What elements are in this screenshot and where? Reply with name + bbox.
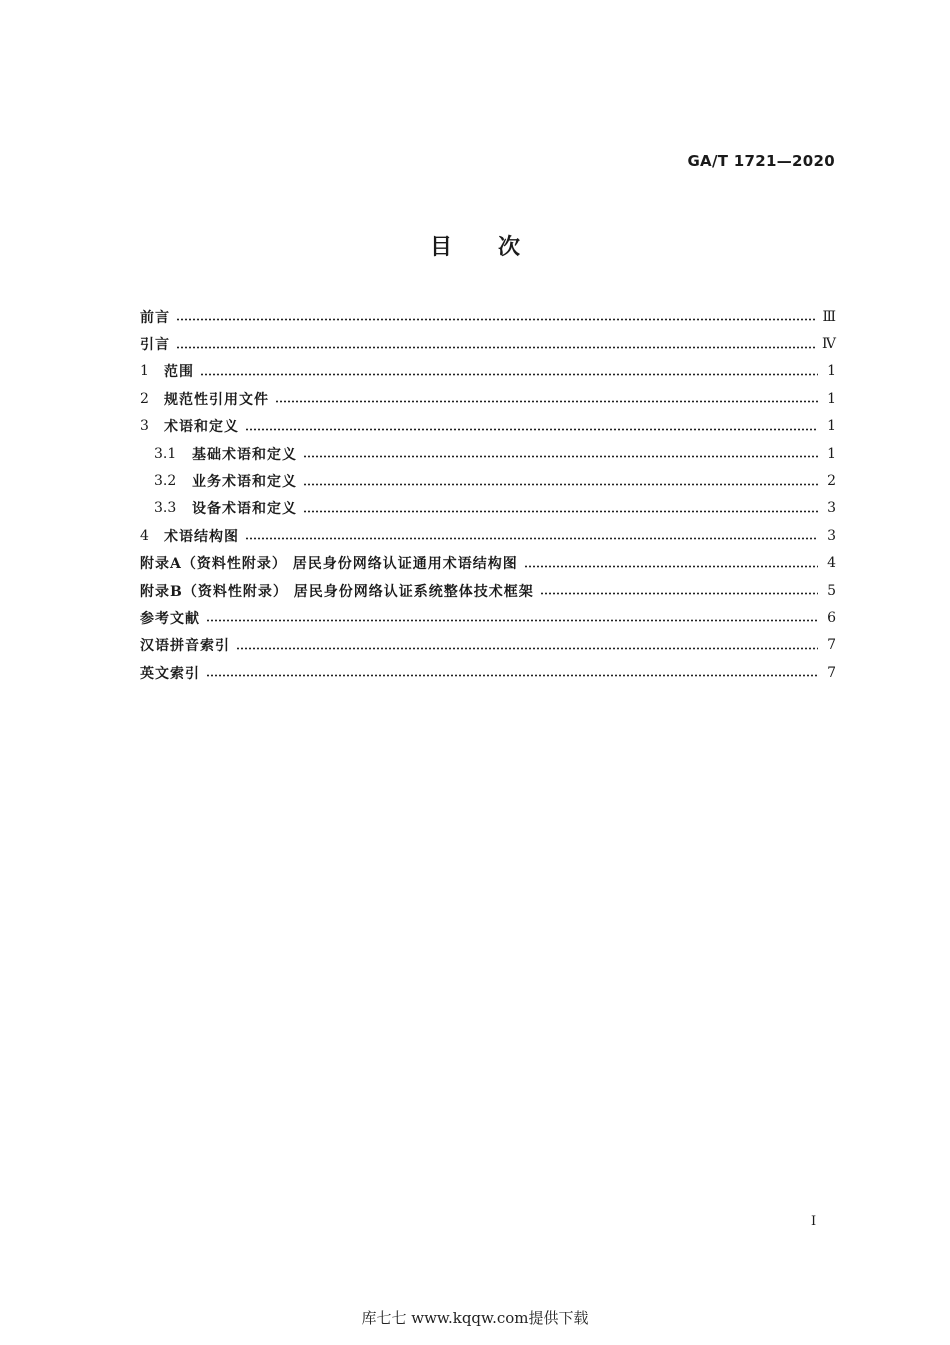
- toc-dot-leader: [540, 592, 818, 595]
- toc-dot-leader: [245, 428, 818, 431]
- toc-entry-device-terms[interactable]: [140, 495, 836, 522]
- toc-entry-page: 7: [827, 664, 836, 681]
- toc-entry-label: 汉语拼音索引: [140, 638, 230, 655]
- download-credit: 库七七 www.kqqw.com提供下载: [361, 1309, 589, 1327]
- toc-entry-label: 设备术语和定义: [192, 501, 297, 518]
- toc-dot-leader: [303, 455, 818, 458]
- toc-entry-label: 术语结构图: [164, 528, 239, 545]
- toc-entry-page: 1: [827, 418, 836, 435]
- toc-entry-page: 1: [827, 390, 836, 407]
- toc-entry-page: Ⅳ: [822, 336, 836, 353]
- toc-entry-english-index[interactable]: [140, 659, 836, 686]
- toc-dot-leader: [303, 483, 818, 486]
- toc-entry-page: 4: [827, 555, 836, 572]
- toc-entry-page: Ⅲ: [822, 308, 836, 325]
- toc-entry-label: 术语和定义: [164, 419, 239, 436]
- toc-entry-page: 7: [827, 637, 836, 654]
- toc-dot-leader: [524, 565, 818, 568]
- toc-entry-page: 1: [827, 445, 836, 462]
- toc-entry-basic-terms[interactable]: [140, 440, 836, 467]
- toc-entry-pinyin-index[interactable]: [140, 632, 836, 659]
- toc-entry-label: 范围: [164, 364, 194, 381]
- toc-entry-term-structure[interactable]: [140, 522, 836, 549]
- toc-entry-number: 3.3: [154, 500, 177, 517]
- toc-entry-label: 前言: [140, 309, 170, 326]
- toc-entry-label: 规范性引用文件: [164, 391, 269, 408]
- toc-entry-terms-definitions[interactable]: [140, 413, 836, 440]
- toc-entry-business-terms[interactable]: [140, 467, 836, 494]
- standard-code: GA/T 1721—2020: [687, 152, 835, 170]
- toc-entry-label: 附录B（资料性附录） 居民身份网络认证系统整体技术框架: [140, 583, 534, 600]
- toc-entry-number: 3: [140, 418, 149, 435]
- toc-dot-leader: [245, 537, 818, 540]
- toc-entry-page: 6: [827, 609, 836, 626]
- toc-entry-number: 2: [140, 390, 149, 407]
- toc-dot-leader: [206, 619, 818, 622]
- toc-dot-leader: [275, 400, 818, 403]
- toc-dot-leader: [176, 318, 816, 321]
- toc-entry-appendix-b[interactable]: [140, 577, 836, 604]
- toc-entry-introduction[interactable]: [140, 330, 836, 357]
- toc-entry-label: 引言: [140, 337, 170, 354]
- toc-entry-scope[interactable]: [140, 358, 836, 385]
- toc-dot-leader: [236, 647, 818, 650]
- toc-entry-number: 4: [140, 527, 149, 544]
- toc-entry-page: 2: [827, 473, 836, 490]
- toc-entry-number: 3.2: [154, 473, 177, 490]
- toc-entry-page: 3: [827, 527, 836, 544]
- toc-entry-number: 1: [140, 363, 149, 380]
- toc-entry-label: 参考文献: [140, 610, 200, 627]
- toc-entry-label: 基础术语和定义: [192, 446, 297, 463]
- toc-entry-label: 附录A（资料性附录） 居民身份网络认证通用术语结构图: [140, 556, 518, 573]
- toc-dot-leader: [303, 510, 818, 513]
- toc-entry-page: 1: [827, 363, 836, 380]
- toc-entry-page: 3: [827, 500, 836, 517]
- toc-entry-label: 英文索引: [140, 665, 200, 682]
- toc-entry-normative-references[interactable]: [140, 385, 836, 412]
- toc-entry-bibliography[interactable]: [140, 604, 836, 631]
- toc-dot-leader: [206, 674, 818, 677]
- toc-entry-page: 5: [827, 582, 836, 599]
- toc-entry-appendix-a[interactable]: [140, 550, 836, 577]
- toc-entry-number: 3.1: [154, 445, 177, 462]
- toc-dot-leader: [200, 373, 818, 376]
- toc-entry-label: 业务术语和定义: [192, 474, 297, 491]
- page-number: I: [811, 1214, 817, 1229]
- table-of-contents: [140, 303, 836, 686]
- toc-dot-leader: [176, 346, 816, 349]
- toc-entry-foreword[interactable]: [140, 303, 836, 330]
- toc-title: 目次: [429, 234, 566, 260]
